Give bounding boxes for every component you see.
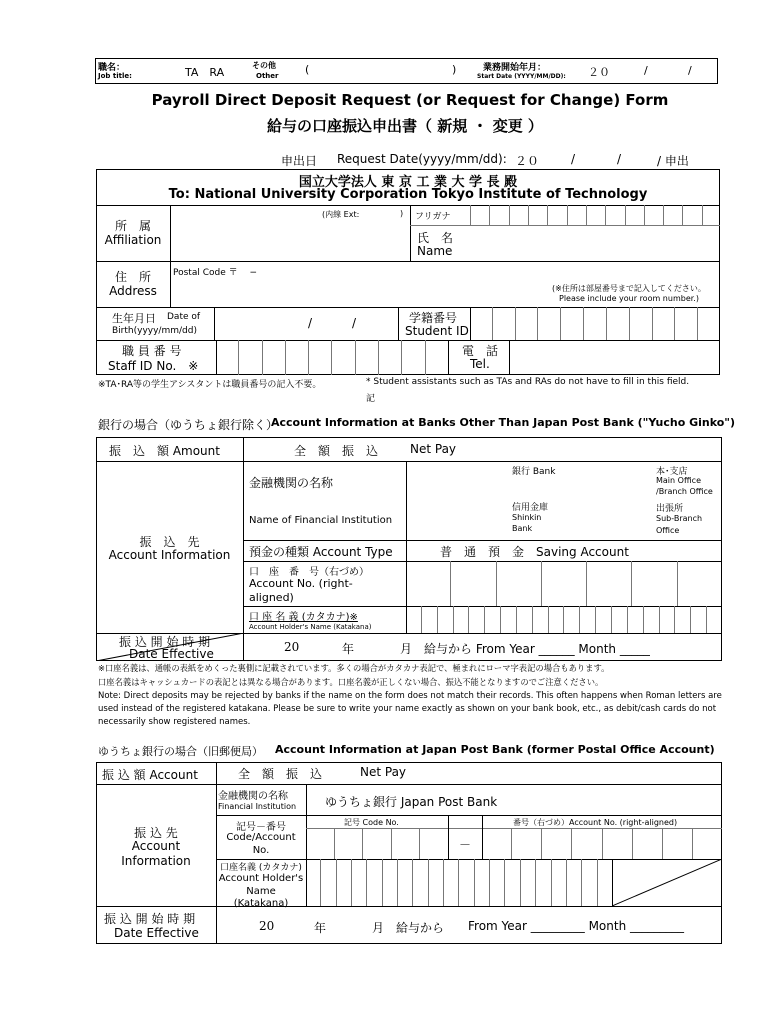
form-title-en: Payroll Direct Deposit Request (or Request for Change) Form <box>151 91 669 109</box>
post-account-cells[interactable] <box>482 828 722 859</box>
furigana-cells[interactable] <box>470 205 721 225</box>
account-type-value: 普 通 預 金 Saving Account <box>440 545 629 559</box>
other-paren-open: ( <box>305 63 310 76</box>
other-paren-close: ) <box>452 63 457 76</box>
staff-note-jp: ※TA･RA等の学生アシスタントは職員番号の記入不要。 <box>98 380 322 390</box>
post-holder-label-en-1: Account Holder's <box>218 873 304 884</box>
dob-label-en-2: Birth(yyyy/mm/dd) <box>112 326 197 336</box>
dob-slash-2: / <box>352 316 357 330</box>
affiliation-input[interactable] <box>171 224 409 260</box>
student-id-label-jp: 学籍番号 <box>409 311 458 325</box>
request-date-year[interactable]: ２０ <box>515 154 540 168</box>
name-label-en: Name <box>417 244 453 258</box>
bank-effective-month[interactable]: 月 給与から From Year ______ Month _____ <box>400 642 650 656</box>
post-institution-en: Financial Institution <box>218 802 297 811</box>
request-date-label-jp: 申出日 <box>281 154 318 168</box>
post-effective-label-en: Date Effective <box>114 926 199 940</box>
furigana-label: フリガナ <box>415 212 451 222</box>
extension-close: ) <box>400 209 404 218</box>
branch-type-en-2: /Branch Office <box>656 487 713 496</box>
post-holder-label-en-3: (Katakana) <box>233 898 289 909</box>
account-no-label-en-1: Account No. (right- <box>249 577 353 590</box>
bank-type-bank[interactable]: 銀行 Bank <box>512 467 556 477</box>
account-no-cells[interactable] <box>406 561 722 606</box>
post-code-label-en-1: Code/Account <box>226 832 296 843</box>
post-code-label-en-2: No. <box>252 845 270 856</box>
post-code-cells[interactable] <box>306 828 448 859</box>
account-type-label: 預金の種類 Account Type <box>249 545 393 559</box>
account-no-label-jp: 口 座 番 号（右づめ） <box>249 567 369 578</box>
bank-dest-label-en: Account Information <box>108 548 231 562</box>
post-institution-jp: 金融機関の名称 <box>218 791 288 802</box>
post-account-no-label: 番号（右づめ）Account No. (right-aligned) <box>513 818 678 827</box>
bank-note-en: Note: Direct deposits may be rejected by banks if the name on the form does not match their records. This often happens when Roman letters are used instead of the registered katakana. Please be sure to write your name exactly as shown on your bank book, etc., as debit/cash cards do not necessarily show registered names. <box>98 691 722 727</box>
room-note-en: Please include your room number.) <box>559 294 699 303</box>
dob-label-jp: 生年月日 <box>112 312 156 325</box>
bank-effective-year[interactable]: 20 <box>284 640 300 654</box>
bank-effective-nen: 年 <box>342 642 355 656</box>
start-date-label-jp: 業務開始年月： <box>483 63 547 73</box>
bank-effective-label-en: Date Effective <box>129 647 214 661</box>
post-dest-label-en-2: Information <box>121 854 191 868</box>
staff-id-label-en: Staff ID No. ※ <box>108 359 199 373</box>
post-holder-diagonal <box>612 859 722 906</box>
post-heading-en: Account Information at Japan Post Bank (former Postal Office Account) <box>275 743 715 756</box>
form-title-jp: 給与の口座振込申出書（ 新規 ・ 変更 ） <box>267 117 543 135</box>
bank-amount-label: 振 込 額 Amount <box>109 444 220 458</box>
post-effective-label-jp: 振 込 開 始 時 期 <box>104 912 196 926</box>
bank-amount-en: Net Pay <box>410 442 457 456</box>
subbranch-type-jp[interactable]: 出張所 <box>656 504 684 514</box>
extension-label: (内線 Ext: <box>322 210 360 219</box>
subbranch-type-en-1: Sub-Branch <box>656 514 703 523</box>
bank-name-input[interactable] <box>408 470 508 530</box>
dob-slash-1: / <box>308 316 313 330</box>
addressee-en: To: National University Corporation Tokyo Institute of Technology <box>168 187 648 202</box>
staff-id-label-jp: 職 員 番 号 <box>122 344 182 358</box>
bank-type-credit-jp[interactable]: 信用金庫 <box>512 503 549 513</box>
post-code-no-label: 記号 Code No. <box>344 818 399 827</box>
post-holder-label-jp: 口座名義 (カタカナ) <box>220 863 302 873</box>
name-label-jp: 氏 名 <box>417 231 454 245</box>
other-label-jp: その他 <box>252 61 276 70</box>
job-title-value[interactable]: TA RA <box>185 66 225 79</box>
staff-note-tail: 記 <box>366 394 376 404</box>
staff-note-en: * Student assistants such as TAs and RAs do not have to fill in this field. <box>366 377 690 387</box>
name-input[interactable] <box>470 226 720 260</box>
affiliation-label-jp: 所 属 <box>114 219 151 233</box>
start-date-label-en: Start Date (YYYY/MM/DD): <box>477 73 566 80</box>
branch-name-input[interactable] <box>570 470 650 530</box>
holder-label-en: Account Holder's Name (Katakana) <box>249 623 372 631</box>
holder-label-jp: 口 座 名 義 (カタカナ)※ <box>249 612 358 623</box>
bank-heading-en: Account Information at Banks Other Than Japan Post Bank ("Yucho Ginko") <box>271 416 736 429</box>
post-dest-label-jp: 振 込 先 <box>134 826 178 840</box>
room-note-jp: (※住所は部屋番号まで記入してください。 <box>552 284 706 293</box>
post-effective-year[interactable]: 20 <box>259 919 275 933</box>
address-label-en: Address <box>109 284 157 298</box>
post-amount-jp: 全 額 振 込 <box>238 767 323 781</box>
post-effective-nen: 年 <box>314 921 327 935</box>
other-input[interactable] <box>315 62 445 80</box>
start-date-slash-1: / <box>644 64 648 77</box>
post-effective-month[interactable]: 月 給与から <box>372 921 445 935</box>
bank-note-jp-2: 口座名義はキャッシュカードの表記とは異なる場合があります。口座名義が正しくない場合、振込不能となりますのでご注意ください。 <box>98 677 604 687</box>
post-amount-en: Net Pay <box>360 765 407 779</box>
dob-input[interactable] <box>215 308 397 339</box>
request-date-suffix: / 申出 <box>657 154 689 168</box>
dob-label-en-1: Date of <box>167 312 201 322</box>
bank-institution-jp: 金融機関の名称 <box>249 476 334 490</box>
job-title-label-jp: 職名： <box>98 63 126 73</box>
postal-code-label[interactable]: Postal Code 〒 − <box>173 268 258 278</box>
student-id-label-en: Student ID <box>405 324 469 338</box>
bank-type-credit-en-1: Shinkin <box>512 513 542 522</box>
job-title-label-en: Job title: <box>98 72 132 80</box>
branch-type-jp[interactable]: 本･支店 <box>656 467 688 477</box>
start-date-slash-2: / <box>688 64 692 77</box>
address-label-jp: 住 所 <box>114 270 151 284</box>
bank-note-jp-1: ※口座名義は、通帳の表紙をめくった裏側に記載されています。多くの場合がカタカナ表記で、極まれにローマ字表記の場合もあります。 <box>98 663 610 673</box>
other-label-en: Other <box>256 72 279 80</box>
post-heading-jp: ゆうちょ銀行の場合（旧郵便局） <box>98 745 263 758</box>
post-holder-label-en-2: Name <box>246 886 276 897</box>
tel-label-jp: 電 話 <box>462 344 499 358</box>
request-date-label-en: Request Date(yyyy/mm/dd): <box>337 152 507 166</box>
affiliation-label-en: Affiliation <box>104 233 162 247</box>
subbranch-type-en-2: Office <box>656 526 680 535</box>
addressee-jp: 国立大学法人 東 京 工 業 大 学 長 殿 <box>298 175 518 190</box>
post-effective-tail[interactable]: From Year _________ Month _________ <box>468 919 685 933</box>
bank-dest-label-jp: 振 込 先 <box>139 535 200 549</box>
branch-type-en-1: Main Office <box>656 476 701 485</box>
bank-heading-jp: 銀行の場合（ゆうちょ銀行除く） <box>98 418 279 432</box>
post-code-label-jp: 記号－番号 <box>236 822 286 833</box>
bank-type-credit-en-2: Bank <box>512 524 533 533</box>
bank-effective-label-jp: 振 込 開 始 時 期 <box>119 635 211 649</box>
tel-label-en: Tel. <box>470 357 490 371</box>
post-amount-label: 振 込 額 Account <box>102 768 198 782</box>
request-date-slash-1: / <box>571 152 576 166</box>
start-date-year[interactable]: ２０ <box>588 66 610 79</box>
bank-amount-jp: 全 額 振 込 <box>294 444 379 458</box>
student-id-cells[interactable] <box>470 307 720 340</box>
holder-cells[interactable] <box>406 606 722 633</box>
bank-institution-en: Name of Financial Institution <box>249 515 393 526</box>
account-no-label-en-2: aligned) <box>249 591 294 604</box>
post-code-dash: － <box>459 838 472 852</box>
post-dest-label-en-1: Account <box>131 839 181 853</box>
post-holder-cells[interactable] <box>306 859 612 906</box>
staff-id-cells[interactable] <box>216 340 448 375</box>
post-institution-value: ゆうちょ銀行 Japan Post Bank <box>325 795 498 809</box>
tel-input[interactable] <box>510 341 719 374</box>
request-date-slash-2: / <box>617 152 622 166</box>
address-input[interactable] <box>171 278 531 306</box>
